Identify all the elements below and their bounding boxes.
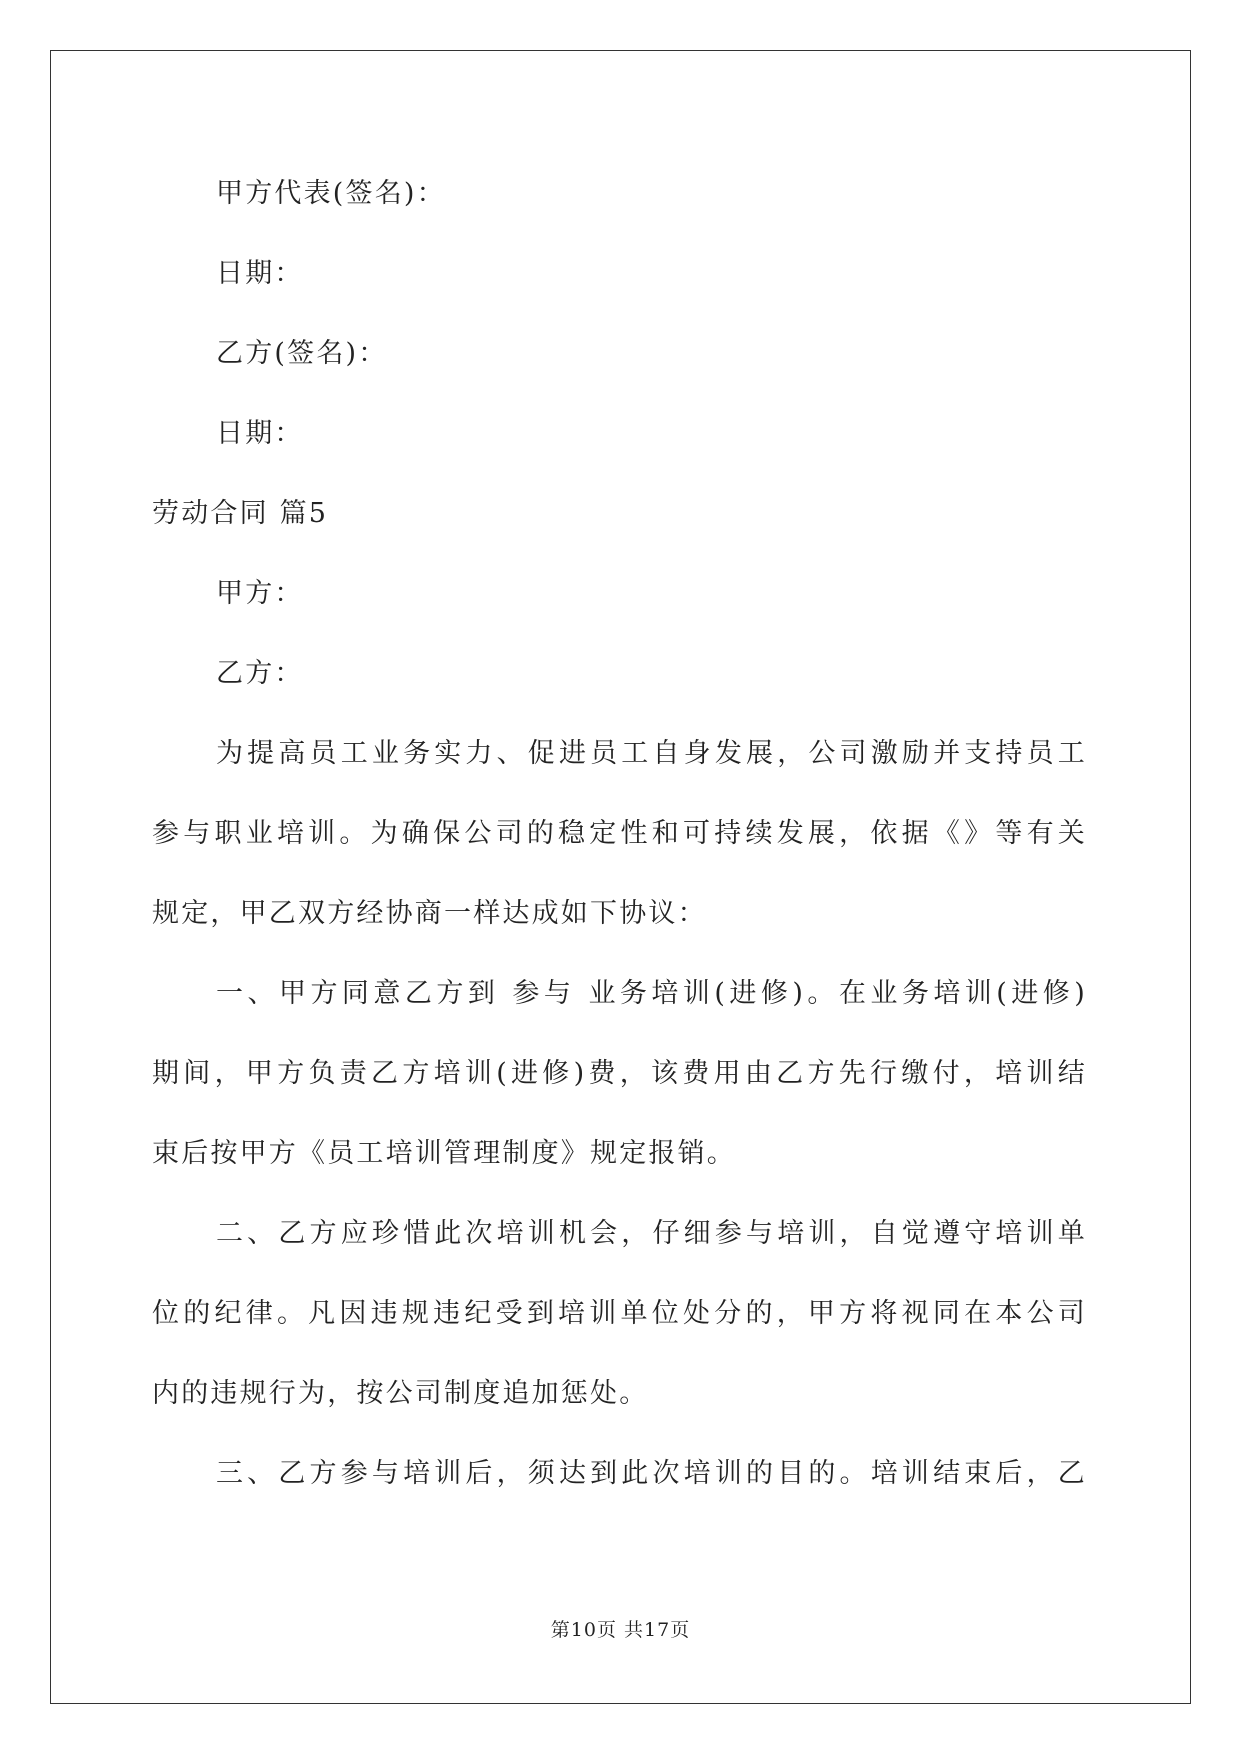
- party-a-line: 甲方：: [216, 578, 304, 609]
- section-heading: 劳动合同 篇5: [152, 498, 329, 529]
- paragraph-intro-line-2: 参与职业培训。为确保公司的稳定性和可持续发展，依据《》等有关: [152, 818, 1087, 849]
- clause-2-line-1: 二、乙方应珍惜此次培训机会，仔细参与培训，自觉遵守培训单: [216, 1218, 1087, 1249]
- clause-3-line-1: 三、乙方参与培训后，须达到此次培训的目的。培训结束后，乙: [216, 1458, 1087, 1489]
- party-a-representative-signature-line: 甲方代表(签名)：: [216, 178, 446, 209]
- party-b-signature-line: 乙方(签名)：: [216, 338, 388, 369]
- date-line-1: 日期：: [216, 258, 304, 289]
- clause-1-line-1: 一、甲方同意乙方到 参与 业务培训(进修)。在业务培训(进修): [216, 978, 1087, 1009]
- party-b-line: 乙方：: [216, 658, 304, 689]
- paragraph-intro-line-3: 规定，甲乙双方经协商一样达成如下协议：: [152, 898, 707, 929]
- clause-2-line-2: 位的纪律。凡因违规违纪受到培训单位处分的，甲方将视同在本公司: [152, 1298, 1087, 1329]
- clause-1-line-3: 束后按甲方《员工培训管理制度》规定报销。: [152, 1138, 736, 1169]
- clause-2-line-3: 内的违规行为，按公司制度追加惩处。: [152, 1378, 649, 1409]
- date-line-2: 日期：: [216, 418, 304, 449]
- paragraph-intro-line-1: 为提高员工业务实力、促进员工自身发展，公司激励并支持员工: [216, 738, 1087, 769]
- clause-1-line-2: 期间，甲方负责乙方培训(进修)费，该费用由乙方先行缴付，培训结: [152, 1058, 1087, 1089]
- page-number-footer: 第10页 共17页: [550, 1619, 691, 1641]
